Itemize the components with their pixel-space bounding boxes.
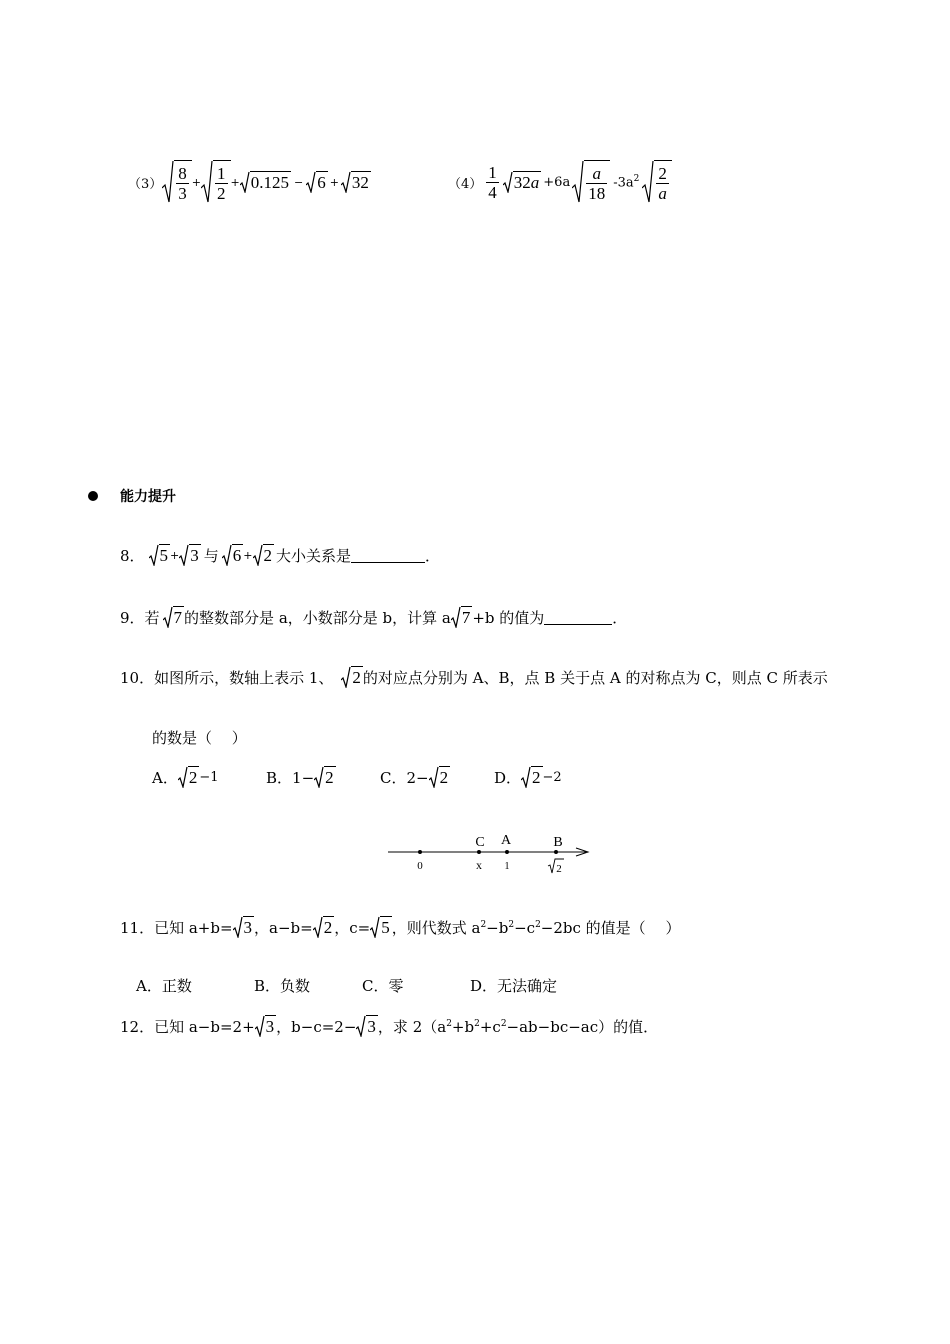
question-11-options: [136, 975, 557, 996]
question-11: [120, 916, 680, 938]
option-a[interactable]: [152, 766, 266, 788]
question-text: ，则代数式 $a^2-b^2-c^2-2bc$ 的值是（ ）: [391, 918, 681, 937]
fraction-numerator: 2: [658, 163, 667, 183]
radicand: 3: [367, 1017, 376, 1036]
plus-sign: +: [191, 175, 201, 189]
radicand: 2: [325, 768, 334, 787]
question-10-line2: 的数是（ ）: [152, 729, 247, 747]
radical: [255, 1015, 277, 1037]
question-text: ，a−b=: [254, 918, 313, 937]
problem-3: [128, 160, 371, 204]
radicand: 5: [381, 918, 390, 937]
problem-label: （4）: [448, 176, 483, 192]
question-text: ，b−c=2−: [276, 1017, 357, 1036]
answer-blank[interactable]: [351, 548, 425, 563]
radicand: 3: [243, 918, 253, 937]
fraction-numerator: a: [586, 164, 607, 184]
plus-sign: +: [230, 175, 240, 189]
radical: [370, 916, 392, 938]
radical: [306, 171, 328, 193]
radical: [179, 544, 201, 566]
question-text: +b 的值为: [472, 608, 545, 627]
fraction-numerator: 1: [217, 163, 226, 183]
radicand: 6: [317, 173, 326, 192]
fraction-denominator: a: [658, 183, 667, 203]
option-label: B．1−: [266, 768, 315, 787]
question-end: ．: [612, 608, 628, 627]
radical: [233, 916, 255, 938]
tick-x: x: [476, 858, 482, 872]
radical: [341, 666, 363, 688]
option-text: −1: [199, 769, 219, 785]
radical: [201, 160, 231, 204]
question-number: 10．如图所示，数轴上表示 1、: [120, 668, 334, 687]
radical: [178, 766, 200, 788]
question-number: 9．若: [120, 608, 160, 627]
term-text: +6a: [543, 174, 571, 190]
tick-one: 1: [504, 861, 510, 872]
question-number: 11．已知 a+b=: [120, 918, 233, 937]
radical: [503, 171, 542, 193]
label-a: A: [500, 833, 512, 848]
section-title: 能力提升: [120, 489, 176, 505]
radical: [642, 160, 672, 204]
radicand: 2: [352, 668, 361, 687]
option-b[interactable]: [266, 766, 380, 788]
radicand: 0.125: [250, 173, 289, 192]
radicand: 2: [188, 768, 198, 787]
question-12: [120, 1015, 658, 1037]
radicand: 7: [173, 608, 183, 627]
option-label: D．: [494, 768, 522, 787]
question-number: 12．已知 a−b=2+: [120, 1017, 255, 1036]
bullet-icon: [88, 491, 98, 501]
question-end: ．: [425, 546, 441, 565]
question-text: 大小关系是: [276, 546, 352, 565]
option-text: −2: [542, 769, 562, 785]
point-zero: [418, 850, 422, 854]
radical: [356, 1015, 378, 1037]
radical: [253, 544, 275, 566]
point-c: [477, 850, 481, 854]
question-number: 8．: [120, 546, 145, 565]
plus-sign: +: [170, 548, 180, 562]
question-9: [120, 606, 627, 628]
option-d[interactable]: D．无法确定: [470, 977, 558, 995]
radicand: 2: [323, 918, 333, 937]
question-text: 的整数部分是 a，小数部分是 b，计算 a: [184, 608, 451, 627]
radicand: 7: [461, 608, 471, 627]
fraction-denominator: 18: [588, 183, 606, 203]
label-b: B: [553, 835, 563, 850]
question-8: [120, 544, 440, 566]
question-text: ，求 $2(a^2+b^2+c^2-ab-bc-ac)$的值．: [377, 1017, 659, 1036]
answer-blank[interactable]: [544, 610, 612, 625]
option-b[interactable]: B．负数: [254, 977, 311, 995]
question-text: 的对应点分别为 A、B，点 B 关于点 A 的对称点为 C，则点 C 所表示: [362, 668, 828, 687]
radical: [572, 160, 610, 204]
question-text: ，c=: [334, 918, 371, 937]
fraction-denominator: 4: [488, 182, 497, 202]
term-text: $-3a^2$: [613, 173, 640, 191]
radical: [429, 766, 451, 788]
question-10-options: [152, 766, 562, 788]
point-b: [554, 850, 558, 854]
number-line-figure: [380, 828, 600, 878]
option-d[interactable]: [494, 766, 562, 788]
label-c: C: [475, 835, 485, 850]
fraction-numerator: 8: [178, 163, 187, 183]
minus-sign: −: [293, 175, 304, 189]
radicand: 6: [232, 546, 242, 565]
option-c[interactable]: [380, 766, 494, 788]
fraction-denominator: 2: [217, 183, 226, 203]
radical: [341, 171, 371, 193]
radicand: 3: [265, 1017, 275, 1036]
option-c[interactable]: C．零: [362, 977, 404, 995]
option-a[interactable]: A．正数: [136, 977, 192, 995]
radical: [451, 606, 473, 628]
radicand: 2: [263, 546, 272, 565]
radicand: 32: [513, 173, 531, 192]
plus-sign: +: [243, 548, 253, 562]
tick-zero: 0: [417, 860, 423, 872]
radicand: 2: [532, 768, 541, 787]
fraction-denominator: 3: [178, 183, 187, 203]
option-label: A．: [152, 768, 178, 787]
radicand: 3: [190, 546, 199, 565]
fraction: [486, 163, 499, 202]
question-text: 与: [203, 546, 219, 565]
radical: [521, 766, 543, 788]
radical: [149, 544, 171, 566]
question-10: [120, 666, 828, 688]
radicand: 5: [159, 546, 169, 565]
radical: [314, 766, 336, 788]
radical: [162, 160, 192, 204]
problem-4: [448, 160, 672, 204]
section-header: [88, 486, 176, 506]
radical: [240, 171, 291, 193]
tick-sqrt2: 2: [556, 863, 562, 875]
fraction-numerator: 1: [488, 162, 497, 182]
point-a: [505, 850, 509, 854]
variable: a: [530, 173, 540, 192]
radicand: 32: [351, 173, 369, 192]
radical: [163, 606, 185, 628]
radicand: 2: [439, 768, 449, 787]
radical: [222, 544, 244, 566]
plus-sign: +: [329, 175, 339, 189]
problem-label: （3）: [128, 176, 163, 192]
radical: [313, 916, 335, 938]
option-label: C．2−: [380, 768, 429, 787]
